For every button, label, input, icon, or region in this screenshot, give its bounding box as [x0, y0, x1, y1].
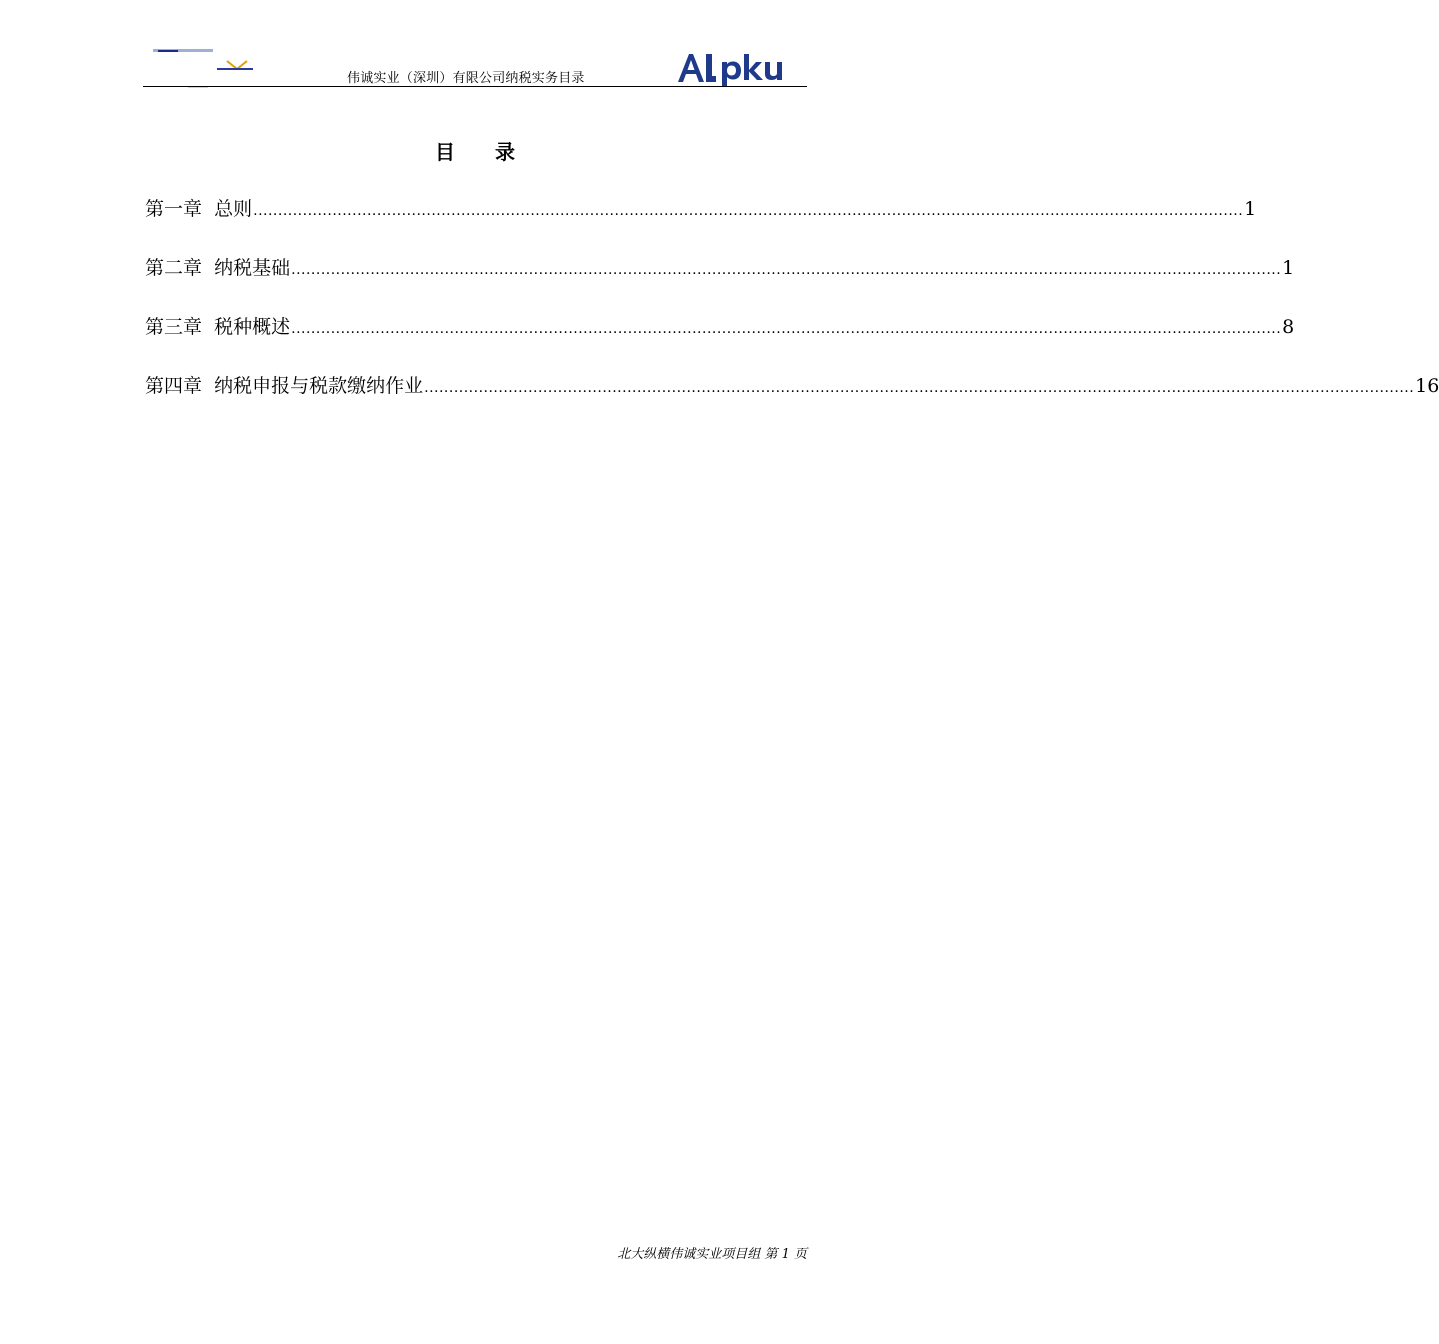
alpku-logo	[676, 50, 806, 86]
header-title: 伟诚实业（深圳）有限公司纳税实务目录	[347, 71, 585, 86]
toc-dot-leader: ........................................................................................................................................................................................................	[291, 262, 1282, 278]
toc-dot-leader: ........................................................................................................................................................................................................	[253, 203, 1244, 219]
toc-entry[interactable]	[145, 253, 1295, 282]
toc-title: 税种概述	[214, 316, 291, 338]
toc-entry-label	[145, 194, 252, 221]
toc-entry-label	[145, 253, 290, 280]
toc-page-number: 1	[1282, 257, 1295, 279]
toc-entry[interactable]	[145, 371, 1439, 400]
company-logo-left	[143, 40, 263, 88]
footer-page-number: 1	[781, 1247, 790, 1262]
toc-dot-leader: ........................................................................................................................................................................................................	[291, 321, 1282, 337]
footer-text: 北大纵横伟诚实业项目组 第	[617, 1247, 778, 1262]
toc-entry-label	[145, 371, 423, 398]
toc-page-number: 8	[1282, 316, 1295, 338]
table-of-contents	[145, 194, 1439, 430]
toc-entry[interactable]	[145, 312, 1295, 341]
toc-title: 纳税申报与税款缴纳作业	[214, 375, 424, 397]
toc-chapter: 第一章	[145, 198, 203, 220]
toc-heading: 目录	[435, 140, 555, 164]
toc-chapter: 第四章	[145, 375, 203, 397]
toc-page-number: 1	[1244, 198, 1257, 220]
toc-title: 纳税基础	[214, 257, 291, 279]
page-header	[143, 40, 807, 88]
toc-title: 总则	[214, 198, 253, 220]
header-rule	[143, 86, 807, 87]
page-footer	[143, 1243, 807, 1262]
toc-page-number: 16	[1415, 375, 1439, 397]
toc-dot-leader: ........................................................................................................................................................................................................	[424, 380, 1415, 396]
toc-entry[interactable]	[145, 194, 1257, 223]
footer-suffix: 页	[793, 1247, 807, 1262]
toc-chapter: 第二章	[145, 257, 203, 279]
toc-chapter: 第三章	[145, 316, 203, 338]
toc-entry-label	[145, 312, 290, 339]
